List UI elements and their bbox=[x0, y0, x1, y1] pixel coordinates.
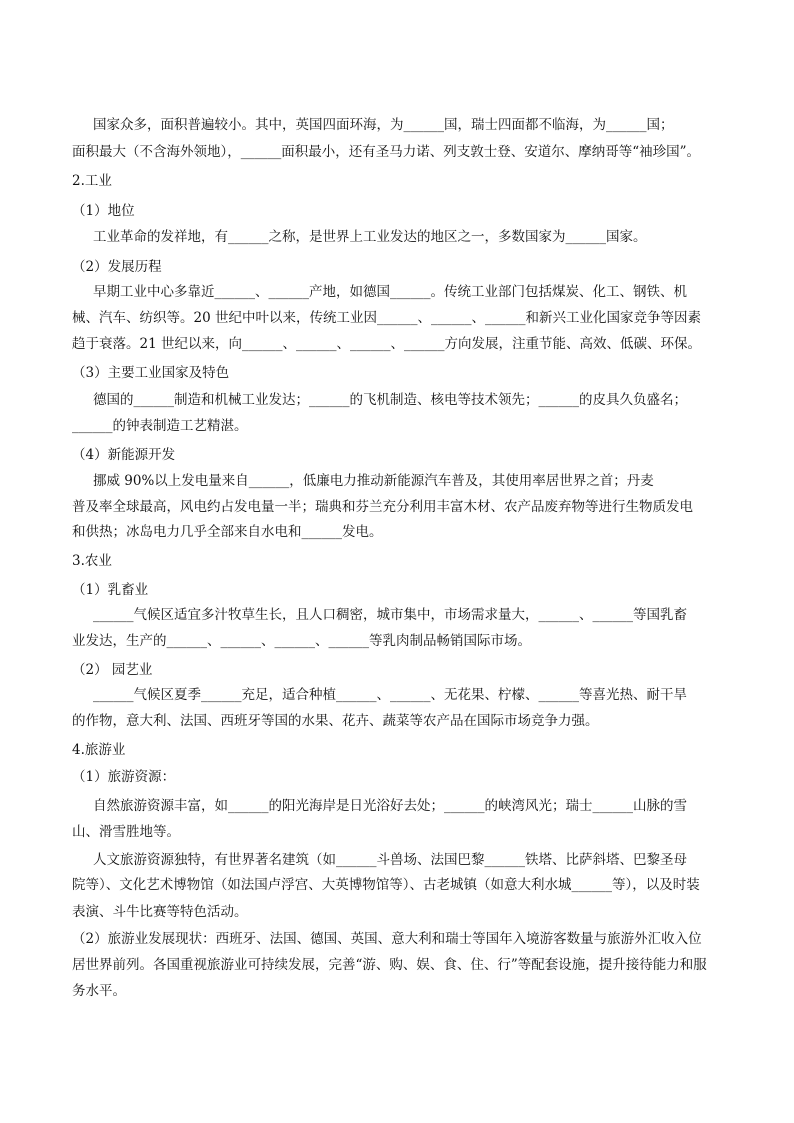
text-line: 挪威 90%以上发电量来自______，低廉电力推动新能源汽车普及，其使用率居世界之首；丹麦 bbox=[93, 473, 654, 489]
text-line: （1）旅游资源： bbox=[72, 769, 176, 785]
text-line: 国家众多，面积普遍较小。其中，英国四面环海，为______国，瑞士四面都不临海，为______国； bbox=[93, 117, 674, 133]
text-line: 务水平。 bbox=[72, 983, 126, 999]
text-line: 业发达，生产的______、______、______、______等乳肉制品畅销国际市场。 bbox=[72, 633, 531, 649]
text-line: 工业革命的发祥地，有______之称，是世界上工业发达的地区之一，多数国家为______国家。 bbox=[93, 229, 647, 245]
text-line: 人文旅游资源独特，有世界著名建筑（如______斗兽场、法国巴黎______铁塔、比萨斜塔、巴黎圣母 bbox=[93, 852, 687, 868]
text-line: （3）主要工业国家及特色 bbox=[72, 365, 230, 381]
text-line: ______气候区夏季______充足，适合种植______、______、无花果、柠檬、______等喜光热、耐干旱 bbox=[93, 687, 687, 703]
text-line: （4）新能源开发 bbox=[72, 447, 176, 463]
text-line: 趋于衰落。21 世纪以来，向______、______、______、______方向发展，注重节能、高效、低碳、环保。 bbox=[72, 336, 701, 352]
text-line: 面积最大（不含海外领地），______面积最小，还有圣马力诺、列支敦士登、安道尔、摩纳哥等“袖珍国”。 bbox=[72, 144, 701, 160]
text-line: 的作物，意大利、法国、西班牙等国的水果、花卉、蔬菜等农产品在国际市场竞争力强。 bbox=[72, 713, 599, 729]
text-line: 德国的______制造和机械工业发达；______的飞机制造、核电等技术领先；______的皮具久负盛名； bbox=[93, 392, 687, 408]
text-line: 居世界前列。各国重视旅游业可持续发展，完善“游、购、娱、食、住、行”等配套设施，提升接待能力和服 bbox=[72, 957, 707, 973]
text-line: 械、汽车、纺织等。20 世纪中叶以来，传统工业因______、______、______和新兴工业化国家竞争等因素 bbox=[72, 310, 701, 326]
text-line: ______气候区适宜多汁牧草生长，且人口稠密，城市集中，市场需求量大，______、______等国乳畜 bbox=[93, 607, 687, 623]
text-line: 3.农业 bbox=[72, 553, 112, 569]
text-line: （2）发展历程 bbox=[72, 259, 162, 275]
text-line: 和供热；冰岛电力几乎全部来自水电和______发电。 bbox=[72, 524, 383, 540]
text-line: 自然旅游资源丰富，如______的阳光海岸是日光浴好去处；______的峡湾风光；瑞士______山脉的雪 bbox=[93, 798, 687, 814]
text-line: （1）乳畜业 bbox=[72, 582, 149, 598]
text-line: 表演、斗牛比赛等特色活动。 bbox=[72, 904, 248, 920]
text-line: 4.旅游业 bbox=[72, 742, 126, 758]
text-line: 2.工业 bbox=[72, 173, 112, 189]
text-line: 早期工业中心多靠近______、______产地，如德国______。传统工业部门包括煤炭、化工、钢铁、机 bbox=[93, 284, 687, 300]
text-line: 普及率全球最高，风电约占发电量一半；瑞典和芬兰充分利用丰富木材、农产品废弃物等进行生物质发电 bbox=[72, 499, 693, 515]
text-line: （2） 园艺业 bbox=[72, 662, 153, 678]
text-line: 院等）、文化艺术博物馆（如法国卢浮宫、大英博物馆等）、古老城镇（如意大利水城______等），以及时装 bbox=[72, 877, 700, 893]
text-line: ______的钟表制造工艺精湛。 bbox=[72, 418, 248, 434]
text-line: 山、滑雪胜地等。 bbox=[72, 824, 180, 840]
text-line: （1）地位 bbox=[72, 203, 135, 219]
text-line: （2）旅游业发展现状：西班牙、法国、德国、英国、意大利和瑞士等国年入境游客数量与旅游外汇收入位 bbox=[72, 931, 702, 947]
